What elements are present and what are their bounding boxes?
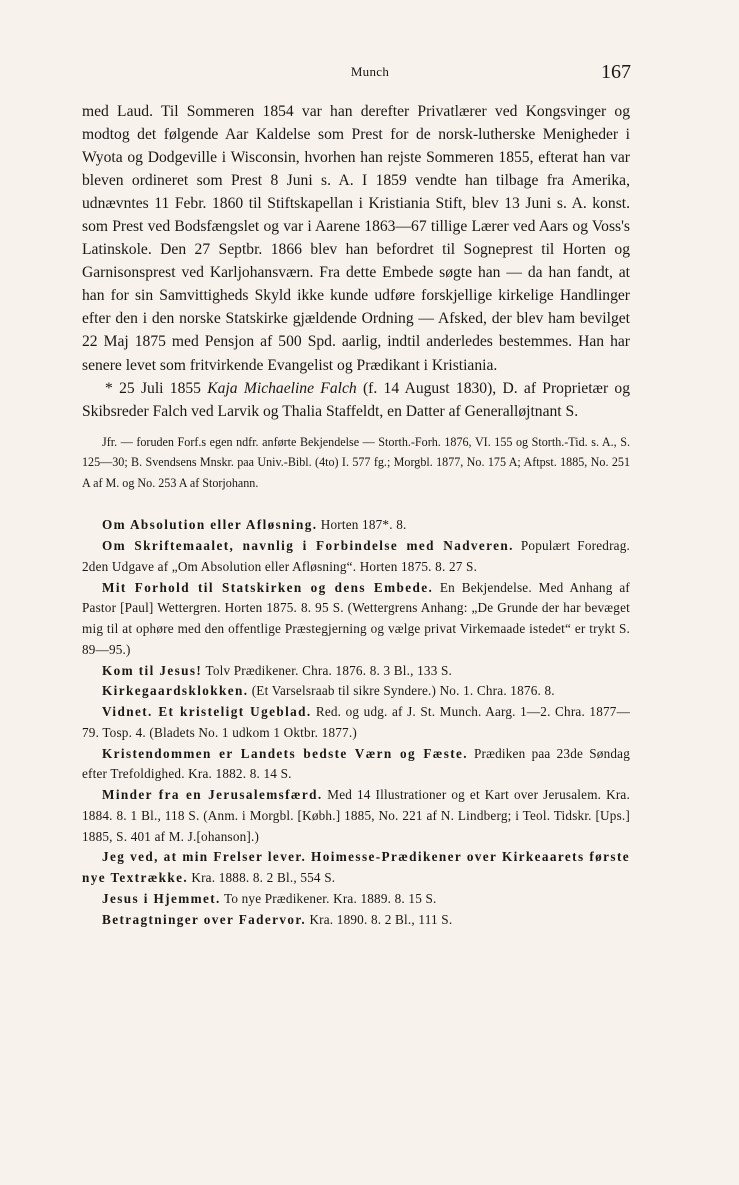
work-detail: Tolv Prædikener. Chra. 1876. 8. 3 Bl., 133 S. (205, 662, 453, 678)
work-title: Minder fra en Jerusalemsfærd. (102, 787, 323, 803)
work-entry (82, 889, 630, 910)
spouse-name: Kaja Michaeline Falch (207, 379, 357, 397)
running-head: Munch (350, 64, 390, 79)
work-title: Vidnet. Et kristeligt Ugeblad. (102, 704, 312, 720)
work-detail: Populært Foredrag. 2den Udgave af „Om Absolution eller Afløsning“. Horten 1875. 8. 27 S. (82, 538, 630, 574)
work-entry (82, 515, 630, 536)
work-detail: To nye Prædikener. Kra. 1889. 8. 15 S. (224, 890, 437, 906)
work-detail: Prædiken paa 23de Søndag efter Trefoldighed. Kra. 1882. 8. 14 S. (82, 745, 630, 782)
work-title: Kristendommen er Landets bedste Værn og Fæste. (102, 745, 469, 761)
sources-text: Jfr. — foruden Forf.s egen ndfr. anførte Bekjendelse — Storth.-Forh. 1876, VI. 155 og Storth.-Tid. s. A., S. 125—30; B. Svendsens Mnskr. paa Univ.-Bibl. (4to) I. 577 fg.; Morgbl. 1877, No. 175 A; Aftpst. 1885, No. 251 A af M. og No. 253 A af Storjohann. (82, 434, 630, 490)
work-title: Jesus i Hjemmet. (102, 890, 221, 906)
page-body (82, 100, 630, 930)
work-entry (82, 661, 630, 682)
page-header (0, 61, 739, 86)
work-entry (82, 847, 630, 889)
work-title: Kirkegaardsklokken. (102, 683, 249, 699)
work-entry (82, 910, 630, 931)
page-number: 167 (601, 61, 631, 83)
marriage-date: * 25 Juli 1855 (105, 379, 201, 397)
work-entry (82, 785, 630, 847)
work-title: Kom til Jesus! (102, 662, 203, 678)
biography (82, 100, 630, 423)
works-list (82, 515, 630, 930)
marriage-paragraph (82, 377, 630, 423)
work-entry (82, 702, 630, 744)
work-detail: Horten 187*. 8. (320, 517, 407, 533)
biography-paragraph: med Laud. Til Sommeren 1854 var han derefter Privatlærer ved Kongsvinger og modtog det følgende Aar Kaldelse som Prest for de norsk-lutherske Menigheder i Wyota og Dodgeville i Wisconsin, hvorhen han rejste Sommeren 1855, efterat han var bleven ordineret som Prest 8 Juni s. A. I 1859 vendte han tilbage fra Amerika, udnævntes 11 Febr. 1860 til Stiftskapellan i Kristiania Stift, blev 13 Juni s. A. konst. som Prest ved Bodsfængslet og var i Aarene 1863—67 tillige Lærer ved Aars og Voss's Latinskole. Den 27 Septbr. 1866 blev han befordret til Sogneprest til Horten og Garnisonsprest ved Karljohansværn. Fra dette Embede søgte han — da han fandt, at han for sin Samvittigheds Skyld ikke kunde udføre forskjellige kirkelige Handlinger efter den i den norske Statskirke gjældende Ordning — Afsked, der blev ham bevilget 22 Maj 1875 med Pensjon af 500 Spd. aarlig, indtil anderledes bestemmes. Han har senere levet som fritvirkende Evangelist og Prædikant i Kristiania. (82, 103, 630, 374)
work-title: Betragtninger over Fadervor. (102, 911, 307, 927)
work-title: Mit Forhold til Statskirken og dens Embede. (102, 579, 434, 595)
sources-note (82, 432, 630, 494)
work-title: Om Skriftemaalet, navnlig i Forbindelse med Nadveren. (102, 538, 514, 554)
work-entry (82, 681, 630, 702)
marriage-details: (f. 14 August 1830), D. af Proprietær og Skibsreder Falch ved Larvik og Thalia Staffeldt, en Datter af Generalløjtnant S. (82, 379, 631, 420)
work-entry (82, 536, 630, 578)
work-title: Om Absolution eller Afløsning. (102, 517, 318, 533)
work-detail: Med 14 Illustrationer og et Kart over Jerusalem. Kra. 1884. 8. 1 Bl., 118 S. (Anm. i Morgbl. [Købh.] 1885, No. 221 af N. Lindberg; i Teol. Tidskr. [Ups.] 1885, S. 401 af M. J.[ohanson].) (82, 787, 630, 844)
work-detail: Kra. 1890. 8. 2 Bl., 111 S. (309, 911, 453, 927)
work-detail: En Bekjendelse. Med Anhang af Pastor [Paul] Wettergren. Horten 1875. 8. 95 S. (Wettergrens Anhang: „De Grunde der har bevæget mig til at ophøre med den offentlige Præstegjerning og vælge privat Virkemaade istedet“ er trykt S. 89—95.) (82, 579, 630, 657)
work-title: Jeg ved, at min Frelser lever. Hoimesse-Prædikener over Kirkeaarets første nye Textrække. (82, 849, 630, 886)
work-entry (82, 578, 630, 661)
work-detail: Kra. 1888. 8. 2 Bl., 554 S. (191, 870, 336, 886)
work-detail: (Et Varselsraab til sikre Syndere.) No. 1. Chra. 1876. 8. (251, 683, 555, 699)
work-detail: Red. og udg. af J. St. Munch. Aarg. 1—2. Chra. 1877—79. Tosp. 4. (Bladets No. 1 udkom 1 Oktbr. 1877.) (82, 704, 630, 740)
work-entry (82, 744, 630, 786)
